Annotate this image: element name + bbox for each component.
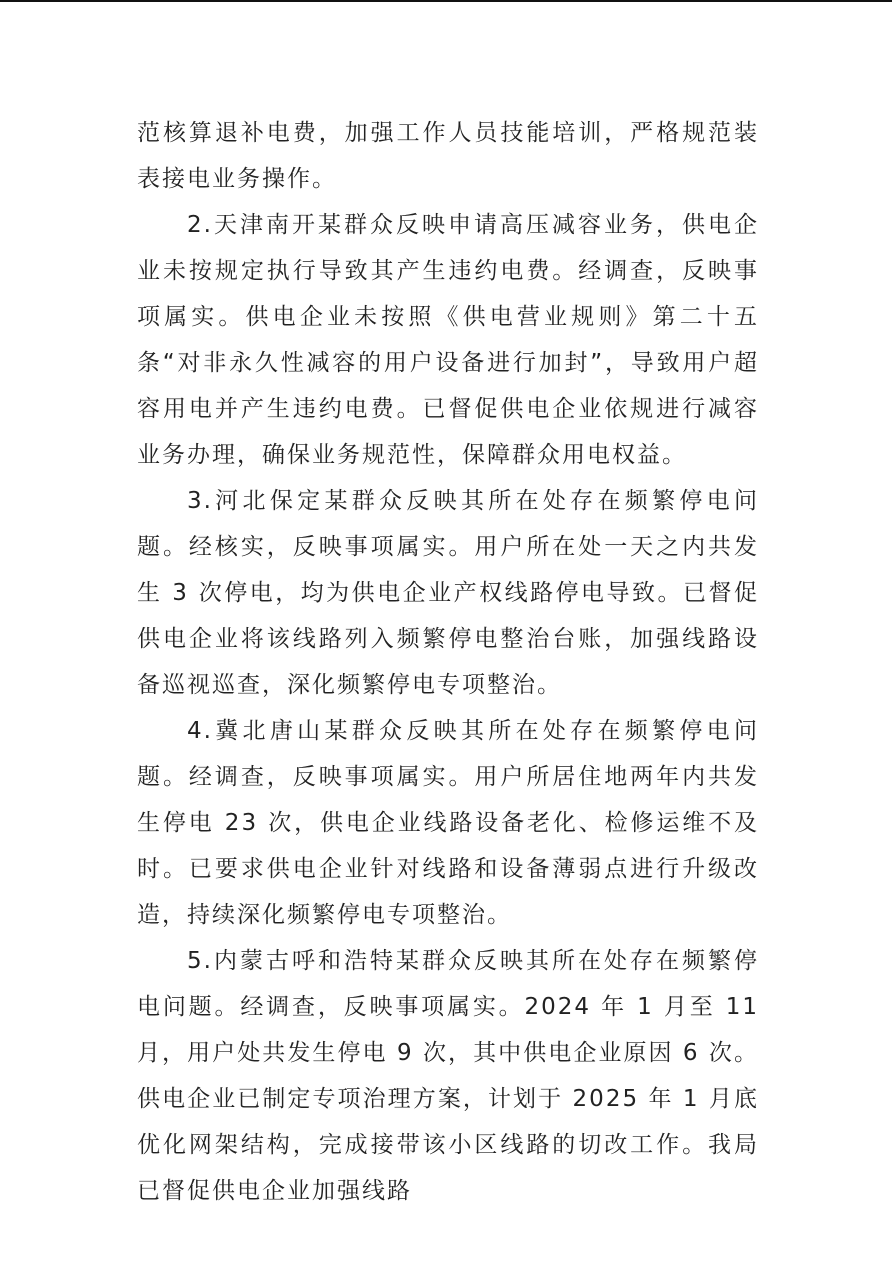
- paragraph-continuation: 范核算退补电费，加强工作人员技能培训，严格规范装表接电业务操作。: [137, 120, 759, 192]
- page-top-border: [0, 0, 892, 2]
- document-page: [137, 110, 759, 1214]
- paragraph-item-5: 5.内蒙古呼和浩特某群众反映其所在处存在频繁停电问题。经调查，反映事项属实。2024 年 1 月至 11 月，用户处共发生停电 9 次，其中供电企业原因 6 次。供电企业已制定专项治理方案，计划于 2025 年 1 月底优化网架结构，完成接带该小区线路的切改工作。我局已督促供电企业加强线路: [137, 948, 759, 1204]
- paragraph-item-3: 3.河北保定某群众反映其所在处存在频繁停电问题。经核实，反映事项属实。用户所在处一天之内共发生 3 次停电，均为供电企业产权线路停电导致。已督促供电企业将该线路列入频繁停电整治台账，加强线路设备巡视巡查，深化频繁停电专项整治。: [137, 488, 759, 698]
- paragraph-item-4: 4.冀北唐山某群众反映其所在处存在频繁停电问题。经调查，反映事项属实。用户所居住地两年内共发生停电 23 次，供电企业线路设备老化、检修运维不及时。已要求供电企业针对线路和设备薄弱点进行升级改造，持续深化频繁停电专项整治。: [137, 718, 759, 928]
- paragraph-item-2: 2.天津南开某群众反映申请高压减容业务，供电企业未按规定执行导致其产生违约电费。经调查，反映事项属实。供电企业未按照《供电营业规则》第二十五条“对非永久性减容的用户设备进行加封”，导致用户超容用电并产生违约电费。已督促供电企业依规进行减容业务办理，确保业务规范性，保障群众用电权益。: [137, 212, 759, 468]
